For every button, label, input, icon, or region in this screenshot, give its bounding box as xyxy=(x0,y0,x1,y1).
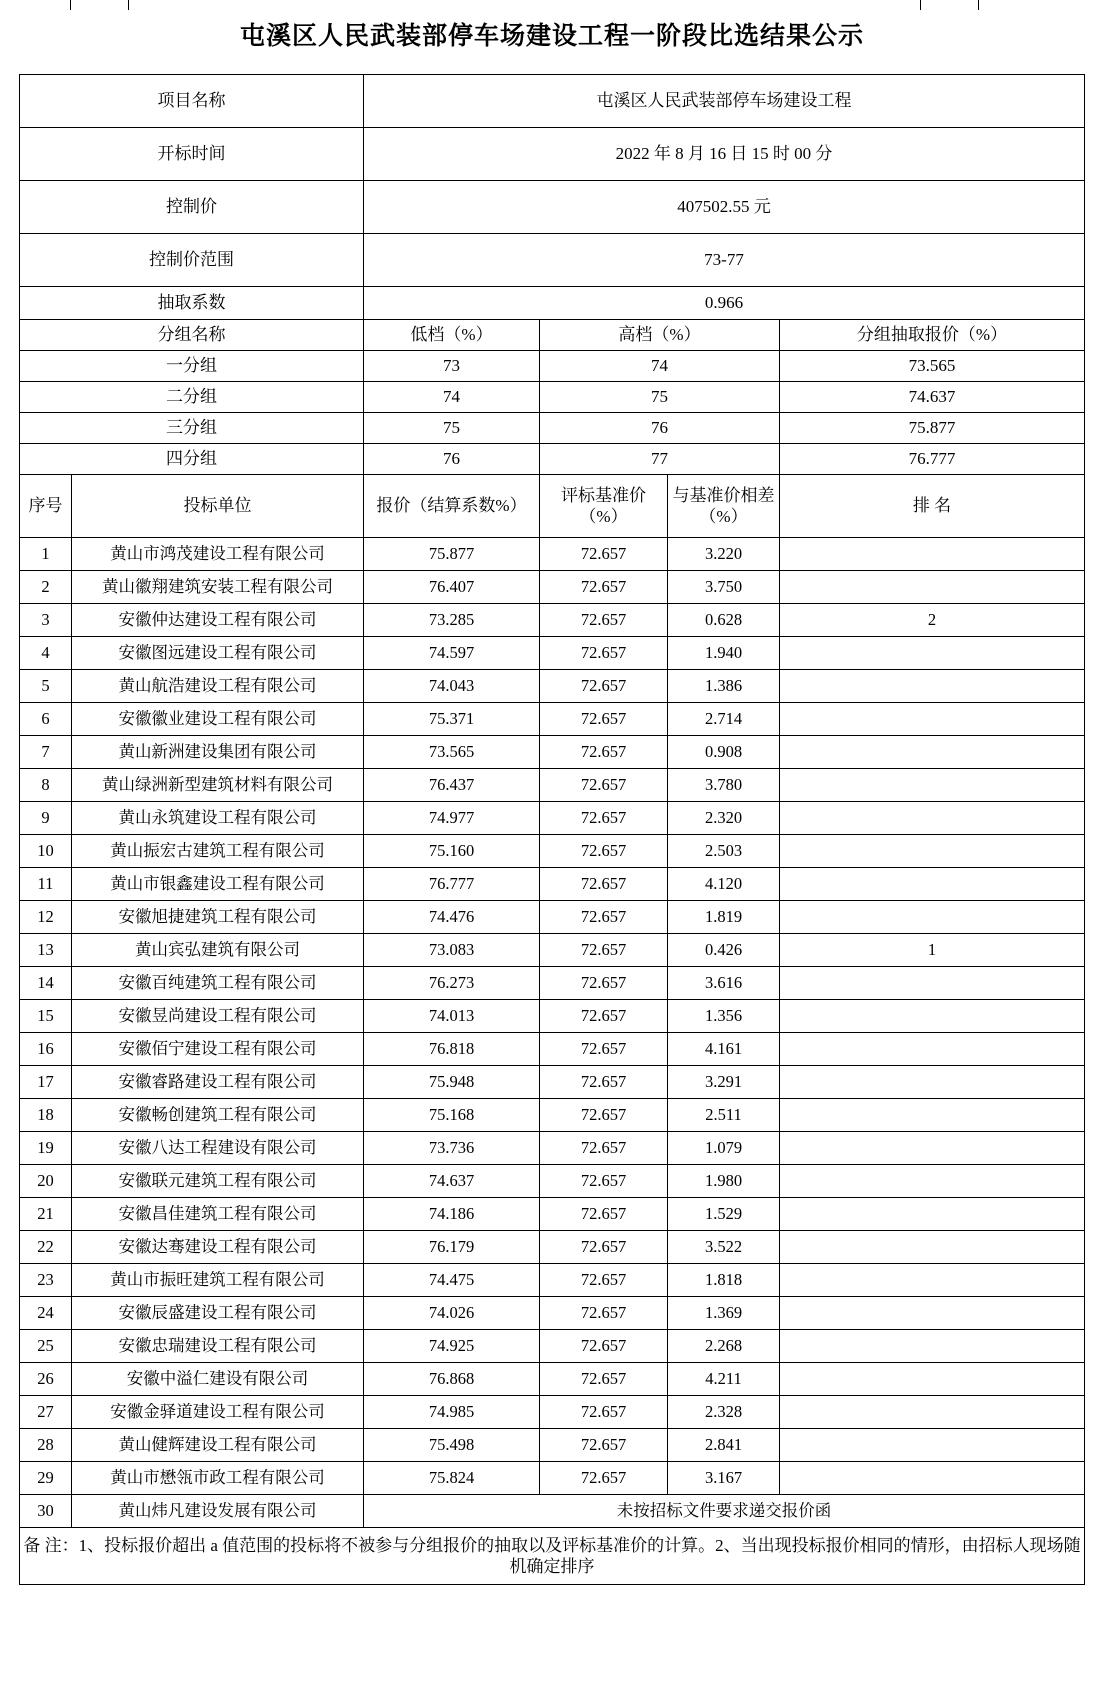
row-base: 72.657 xyxy=(540,1000,668,1033)
row-price: 76.407 xyxy=(364,571,540,604)
row-price: 74.925 xyxy=(364,1330,540,1363)
row-price: 74.977 xyxy=(364,802,540,835)
summary-label-coefficient: 抽取系数 xyxy=(20,287,364,320)
table-row xyxy=(20,703,1085,736)
table-row xyxy=(20,75,1085,128)
row-base: 72.657 xyxy=(540,1099,668,1132)
table-row xyxy=(20,1066,1085,1099)
row-price: 74.186 xyxy=(364,1198,540,1231)
row-base: 72.657 xyxy=(540,1429,668,1462)
summary-value-control-price: 407502.55 元 xyxy=(364,181,1085,234)
table-row xyxy=(20,1429,1085,1462)
row-diff: 1.980 xyxy=(668,1165,780,1198)
row-price: 74.637 xyxy=(364,1165,540,1198)
row-rank xyxy=(780,835,1085,868)
col-header-no: 序号 xyxy=(20,475,72,538)
row-diff: 3.522 xyxy=(668,1231,780,1264)
row-no: 21 xyxy=(20,1198,72,1231)
row-no: 7 xyxy=(20,736,72,769)
row-price: 76.179 xyxy=(364,1231,540,1264)
col-header-diff: 与基准价相差（%） xyxy=(668,475,780,538)
table-row xyxy=(20,1132,1085,1165)
row-company: 安徽仲达建设工程有限公司 xyxy=(72,604,364,637)
table-row xyxy=(20,538,1085,571)
row-rank xyxy=(780,802,1085,835)
table-row xyxy=(20,1396,1085,1429)
row-no: 18 xyxy=(20,1099,72,1132)
row-price: 76.437 xyxy=(364,769,540,802)
table-row xyxy=(20,868,1085,901)
row-diff: 4.211 xyxy=(668,1363,780,1396)
row-rank xyxy=(780,1099,1085,1132)
row-rank xyxy=(780,538,1085,571)
row-diff: 1.079 xyxy=(668,1132,780,1165)
row-company: 黄山永筑建设工程有限公司 xyxy=(72,802,364,835)
row-base: 72.657 xyxy=(540,1330,668,1363)
col-header-rank: 排 名 xyxy=(780,475,1085,538)
row-rank xyxy=(780,1330,1085,1363)
row-rank xyxy=(780,769,1085,802)
table-row xyxy=(20,1264,1085,1297)
table-row xyxy=(20,382,1085,413)
row-base: 72.657 xyxy=(540,1396,668,1429)
group-name: 二分组 xyxy=(20,382,364,413)
table-row xyxy=(20,637,1085,670)
group-name: 四分组 xyxy=(20,444,364,475)
row-base: 72.657 xyxy=(540,1297,668,1330)
table-row xyxy=(20,604,1085,637)
row-rank xyxy=(780,1363,1085,1396)
row-no: 29 xyxy=(20,1462,72,1495)
row-rank xyxy=(780,571,1085,604)
row-base: 72.657 xyxy=(540,604,668,637)
row-company: 黄山市银鑫建设工程有限公司 xyxy=(72,868,364,901)
row-diff: 3.750 xyxy=(668,571,780,604)
row-note: 未按招标文件要求递交报价函 xyxy=(364,1495,1085,1528)
row-diff: 3.220 xyxy=(668,538,780,571)
row-price: 74.597 xyxy=(364,637,540,670)
row-rank xyxy=(780,637,1085,670)
row-diff: 1.940 xyxy=(668,637,780,670)
row-company: 安徽达骞建设工程有限公司 xyxy=(72,1231,364,1264)
row-no: 15 xyxy=(20,1000,72,1033)
row-price: 74.013 xyxy=(364,1000,540,1033)
summary-value-control-range: 73-77 xyxy=(364,234,1085,287)
row-diff: 2.268 xyxy=(668,1330,780,1363)
table-row xyxy=(20,1033,1085,1066)
row-price: 74.026 xyxy=(364,1297,540,1330)
page-title: 屯溪区人民武装部停车场建设工程一阶段比选结果公示 xyxy=(239,22,864,50)
row-rank: 1 xyxy=(780,934,1085,967)
table-row xyxy=(20,287,1085,320)
group-header-name: 分组名称 xyxy=(20,320,364,351)
table-row xyxy=(20,670,1085,703)
group-price: 75.877 xyxy=(780,413,1085,444)
row-base: 72.657 xyxy=(540,571,668,604)
row-company: 黄山绿洲新型建筑材料有限公司 xyxy=(72,769,364,802)
row-price: 73.736 xyxy=(364,1132,540,1165)
row-company: 安徽辰盛建设工程有限公司 xyxy=(72,1297,364,1330)
row-price: 75.824 xyxy=(364,1462,540,1495)
bid-header-row xyxy=(20,475,1085,538)
summary-label-control-price: 控制价 xyxy=(20,181,364,234)
row-price: 75.168 xyxy=(364,1099,540,1132)
row-base: 72.657 xyxy=(540,1462,668,1495)
group-name: 一分组 xyxy=(20,351,364,382)
row-no: 3 xyxy=(20,604,72,637)
row-base: 72.657 xyxy=(540,1033,668,1066)
row-company: 黄山市鸿茂建设工程有限公司 xyxy=(72,538,364,571)
row-diff: 1.529 xyxy=(668,1198,780,1231)
group-header-high: 高档（%） xyxy=(540,320,780,351)
row-diff: 1.386 xyxy=(668,670,780,703)
row-diff: 1.369 xyxy=(668,1297,780,1330)
row-price: 74.985 xyxy=(364,1396,540,1429)
row-no: 26 xyxy=(20,1363,72,1396)
summary-value-coefficient: 0.966 xyxy=(364,287,1085,320)
row-price: 75.877 xyxy=(364,538,540,571)
row-base: 72.657 xyxy=(540,769,668,802)
row-no: 24 xyxy=(20,1297,72,1330)
row-diff: 3.291 xyxy=(668,1066,780,1099)
row-base: 72.657 xyxy=(540,802,668,835)
row-base: 72.657 xyxy=(540,538,668,571)
group-low: 73 xyxy=(364,351,540,382)
row-no: 23 xyxy=(20,1264,72,1297)
row-diff: 0.426 xyxy=(668,934,780,967)
row-no: 11 xyxy=(20,868,72,901)
row-rank: 2 xyxy=(780,604,1085,637)
row-company: 黄山市懋瓴市政工程有限公司 xyxy=(72,1462,364,1495)
row-price: 74.043 xyxy=(364,670,540,703)
row-company: 安徽昱尚建设工程有限公司 xyxy=(72,1000,364,1033)
row-price: 76.777 xyxy=(364,868,540,901)
row-company: 安徽忠瑞建设工程有限公司 xyxy=(72,1330,364,1363)
table-row-last xyxy=(20,1495,1085,1528)
row-rank xyxy=(780,1000,1085,1033)
row-no: 14 xyxy=(20,967,72,1000)
row-company: 安徽旭捷建筑工程有限公司 xyxy=(72,901,364,934)
row-price: 76.868 xyxy=(364,1363,540,1396)
group-high: 76 xyxy=(540,413,780,444)
table-row xyxy=(20,1462,1085,1495)
row-rank xyxy=(780,670,1085,703)
row-diff: 4.161 xyxy=(668,1033,780,1066)
row-diff: 3.780 xyxy=(668,769,780,802)
group-header-low: 低档（%） xyxy=(364,320,540,351)
row-no: 28 xyxy=(20,1429,72,1462)
row-no: 4 xyxy=(20,637,72,670)
row-diff: 2.714 xyxy=(668,703,780,736)
summary-label-control-range: 控制价范围 xyxy=(20,234,364,287)
row-no: 1 xyxy=(20,538,72,571)
footer-row xyxy=(20,1528,1085,1585)
row-company: 黄山徽翔建筑安装工程有限公司 xyxy=(72,571,364,604)
row-company: 安徽图远建设工程有限公司 xyxy=(72,637,364,670)
row-diff: 2.328 xyxy=(668,1396,780,1429)
table-row xyxy=(20,835,1085,868)
row-company: 黄山健辉建设工程有限公司 xyxy=(72,1429,364,1462)
group-high: 74 xyxy=(540,351,780,382)
row-diff: 4.120 xyxy=(668,868,780,901)
table-row xyxy=(20,351,1085,382)
row-price: 74.476 xyxy=(364,901,540,934)
row-rank xyxy=(780,1033,1085,1066)
summary-value-project: 屯溪区人民武装部停车场建设工程 xyxy=(364,75,1085,128)
row-price: 75.948 xyxy=(364,1066,540,1099)
row-base: 72.657 xyxy=(540,835,668,868)
row-base: 72.657 xyxy=(540,637,668,670)
row-price: 76.273 xyxy=(364,967,540,1000)
table-row xyxy=(20,571,1085,604)
table-row xyxy=(20,181,1085,234)
table-row xyxy=(20,1000,1085,1033)
row-no: 5 xyxy=(20,670,72,703)
row-no: 19 xyxy=(20,1132,72,1165)
row-company: 黄山航浩建设工程有限公司 xyxy=(72,670,364,703)
table-row xyxy=(20,1231,1085,1264)
group-header-price: 分组抽取报价（%） xyxy=(780,320,1085,351)
col-header-price: 报价（结算系数%） xyxy=(364,475,540,538)
row-no: 9 xyxy=(20,802,72,835)
crop-marks xyxy=(0,0,1104,10)
row-no: 12 xyxy=(20,901,72,934)
group-name: 三分组 xyxy=(20,413,364,444)
row-company: 安徽金驿道建设工程有限公司 xyxy=(72,1396,364,1429)
row-no: 6 xyxy=(20,703,72,736)
row-diff: 3.616 xyxy=(668,967,780,1000)
row-diff: 0.908 xyxy=(668,736,780,769)
col-header-company: 投标单位 xyxy=(72,475,364,538)
row-price: 75.160 xyxy=(364,835,540,868)
table-row xyxy=(20,934,1085,967)
row-rank xyxy=(780,1396,1085,1429)
group-low: 74 xyxy=(364,382,540,413)
row-company: 安徽佰宁建设工程有限公司 xyxy=(72,1033,364,1066)
table-row xyxy=(20,1099,1085,1132)
col-header-base: 评标基准价（%） xyxy=(540,475,668,538)
row-company: 安徽睿路建设工程有限公司 xyxy=(72,1066,364,1099)
table-row xyxy=(20,1330,1085,1363)
summary-label-project: 项目名称 xyxy=(20,75,364,128)
row-company: 安徽百纯建筑工程有限公司 xyxy=(72,967,364,1000)
row-price: 73.565 xyxy=(364,736,540,769)
table-row xyxy=(20,1297,1085,1330)
row-rank xyxy=(780,703,1085,736)
row-no: 13 xyxy=(20,934,72,967)
row-no: 27 xyxy=(20,1396,72,1429)
row-company: 安徽八达工程建设有限公司 xyxy=(72,1132,364,1165)
row-company: 黄山市振旺建筑工程有限公司 xyxy=(72,1264,364,1297)
group-low: 76 xyxy=(364,444,540,475)
row-price: 75.498 xyxy=(364,1429,540,1462)
row-base: 72.657 xyxy=(540,1132,668,1165)
row-rank xyxy=(780,1066,1085,1099)
row-company: 黄山炜凡建设发展有限公司 xyxy=(72,1495,364,1528)
row-price: 76.818 xyxy=(364,1033,540,1066)
table-row xyxy=(20,901,1085,934)
row-diff: 3.167 xyxy=(668,1462,780,1495)
row-diff: 2.841 xyxy=(668,1429,780,1462)
row-rank xyxy=(780,1231,1085,1264)
table-row xyxy=(20,1165,1085,1198)
row-company: 黄山宾弘建筑有限公司 xyxy=(72,934,364,967)
row-no: 17 xyxy=(20,1066,72,1099)
row-no: 2 xyxy=(20,571,72,604)
table-row xyxy=(20,769,1085,802)
summary-label-open-time: 开标时间 xyxy=(20,128,364,181)
group-price: 74.637 xyxy=(780,382,1085,413)
bid-rows-body xyxy=(20,538,1085,1495)
row-no: 8 xyxy=(20,769,72,802)
row-price: 75.371 xyxy=(364,703,540,736)
footer-note: 备 注：1、投标报价超出 a 值范围的投标将不被参与分组报价的抽取以及评标基准价的计算。2、当出现投标报价相同的情形，由招标人现场随机确定排序 xyxy=(20,1528,1085,1585)
group-header-row xyxy=(20,320,1085,351)
row-diff: 2.503 xyxy=(668,835,780,868)
row-company: 安徽联元建筑工程有限公司 xyxy=(72,1165,364,1198)
row-diff: 2.320 xyxy=(668,802,780,835)
row-diff: 2.511 xyxy=(668,1099,780,1132)
table-row xyxy=(20,967,1085,1000)
row-base: 72.657 xyxy=(540,1066,668,1099)
row-no: 20 xyxy=(20,1165,72,1198)
group-high: 75 xyxy=(540,382,780,413)
row-rank xyxy=(780,1462,1085,1495)
row-base: 72.657 xyxy=(540,901,668,934)
results-table xyxy=(19,74,1085,1585)
row-base: 72.657 xyxy=(540,868,668,901)
row-company: 黄山新洲建设集团有限公司 xyxy=(72,736,364,769)
table-row xyxy=(20,128,1085,181)
row-rank xyxy=(780,1198,1085,1231)
group-price: 73.565 xyxy=(780,351,1085,382)
row-diff: 1.819 xyxy=(668,901,780,934)
row-company: 安徽中溢仁建设有限公司 xyxy=(72,1363,364,1396)
row-price: 73.083 xyxy=(364,934,540,967)
row-base: 72.657 xyxy=(540,703,668,736)
row-price: 73.285 xyxy=(364,604,540,637)
table-row xyxy=(20,1363,1085,1396)
row-rank xyxy=(780,1429,1085,1462)
row-base: 72.657 xyxy=(540,967,668,1000)
row-base: 72.657 xyxy=(540,934,668,967)
table-row xyxy=(20,1198,1085,1231)
table-row xyxy=(20,444,1085,475)
summary-value-open-time: 2022 年 8 月 16 日 15 时 00 分 xyxy=(364,128,1085,181)
table-row xyxy=(20,736,1085,769)
table-row xyxy=(20,802,1085,835)
row-no: 22 xyxy=(20,1231,72,1264)
row-rank xyxy=(780,736,1085,769)
row-rank xyxy=(780,868,1085,901)
row-no: 30 xyxy=(20,1495,72,1528)
row-company: 安徽畅创建筑工程有限公司 xyxy=(72,1099,364,1132)
row-base: 72.657 xyxy=(540,670,668,703)
row-base: 72.657 xyxy=(540,1165,668,1198)
row-rank xyxy=(780,1297,1085,1330)
row-no: 10 xyxy=(20,835,72,868)
row-diff: 1.356 xyxy=(668,1000,780,1033)
row-rank xyxy=(780,1264,1085,1297)
row-no: 16 xyxy=(20,1033,72,1066)
group-high: 77 xyxy=(540,444,780,475)
row-diff: 0.628 xyxy=(668,604,780,637)
row-price: 74.475 xyxy=(364,1264,540,1297)
row-rank xyxy=(780,901,1085,934)
row-rank xyxy=(780,967,1085,1000)
row-diff: 1.818 xyxy=(668,1264,780,1297)
row-company: 安徽徽业建设工程有限公司 xyxy=(72,703,364,736)
row-rank xyxy=(780,1165,1085,1198)
row-base: 72.657 xyxy=(540,736,668,769)
row-company: 黄山振宏古建筑工程有限公司 xyxy=(72,835,364,868)
row-rank xyxy=(780,1132,1085,1165)
row-base: 72.657 xyxy=(540,1198,668,1231)
row-base: 72.657 xyxy=(540,1231,668,1264)
row-company: 安徽昌佳建筑工程有限公司 xyxy=(72,1198,364,1231)
row-no: 25 xyxy=(20,1330,72,1363)
table-row xyxy=(20,234,1085,287)
row-base: 72.657 xyxy=(540,1363,668,1396)
table-row xyxy=(20,413,1085,444)
row-base: 72.657 xyxy=(540,1264,668,1297)
group-price: 76.777 xyxy=(780,444,1085,475)
group-low: 75 xyxy=(364,413,540,444)
